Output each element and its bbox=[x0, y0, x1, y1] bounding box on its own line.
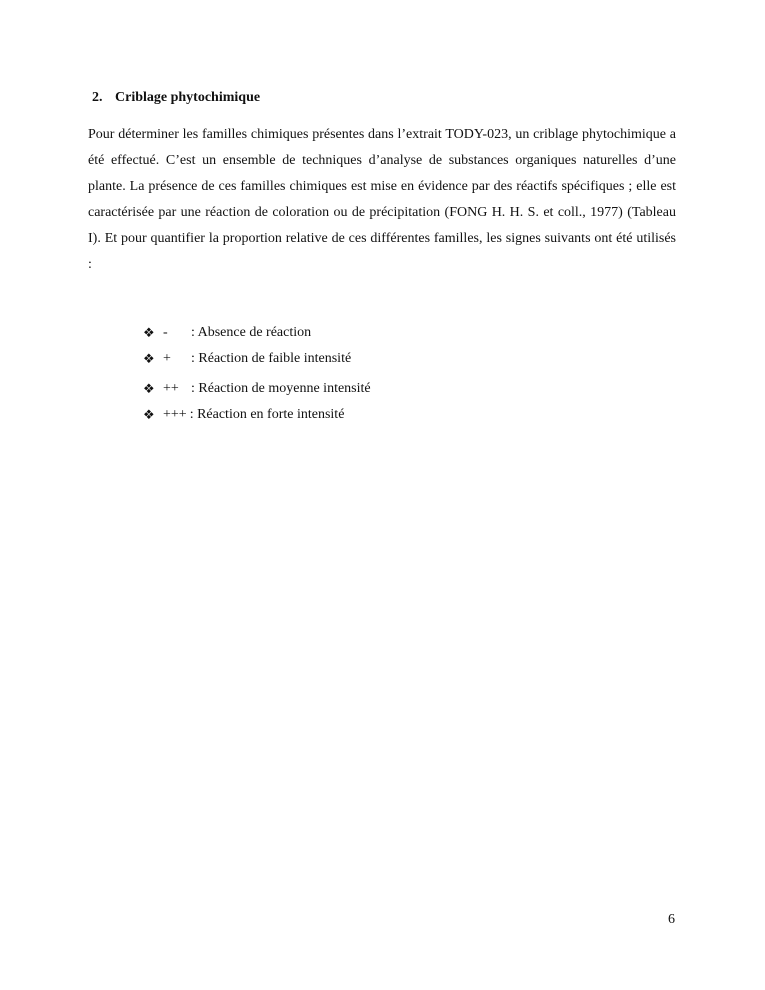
diamond-bullet-icon: ❖ bbox=[143, 325, 155, 340]
legend-description: : Réaction de moyenne intensité bbox=[191, 381, 371, 396]
legend-description: : Réaction en forte intensité bbox=[189, 407, 345, 422]
legend-item bbox=[143, 324, 371, 342]
legend-sign: - bbox=[163, 325, 168, 340]
legend-description: : Réaction de faible intensité bbox=[191, 351, 352, 366]
legend-item bbox=[143, 380, 371, 398]
section-heading bbox=[92, 89, 260, 107]
section-title: Criblage phytochimique bbox=[115, 90, 261, 105]
page-number: 6 bbox=[668, 912, 675, 927]
legend-item bbox=[143, 406, 371, 424]
sign-legend-list bbox=[143, 324, 371, 424]
section-number: 2. bbox=[92, 90, 103, 105]
diamond-bullet-icon: ❖ bbox=[143, 381, 155, 396]
legend-description: : Absence de réaction bbox=[191, 325, 312, 340]
legend-item bbox=[143, 350, 371, 368]
legend-sign: + bbox=[163, 351, 171, 366]
legend-sign: +++ bbox=[163, 407, 187, 422]
legend-sign: ++ bbox=[163, 381, 179, 396]
diamond-bullet-icon: ❖ bbox=[143, 407, 155, 422]
diamond-bullet-icon: ❖ bbox=[143, 351, 155, 366]
body-paragraph: Pour déterminer les familles chimiques présentes dans l’extrait TODY-023, un criblage phytochimique a été effectué. C’est un ensemble de techniques d’analyse de substances organiques naturelles d’une plante. La présence de ces familles chimiques est mise en évidence par des réactifs spécifiques ; elle est caractérisée par une réaction de coloration ou de précipitation (FONG H. H. S. et coll., 1977) (Tableau I). Et pour quantifier la proportion relative de ces différentes familles, les signes suivants ont été utilisés : bbox=[88, 127, 676, 272]
